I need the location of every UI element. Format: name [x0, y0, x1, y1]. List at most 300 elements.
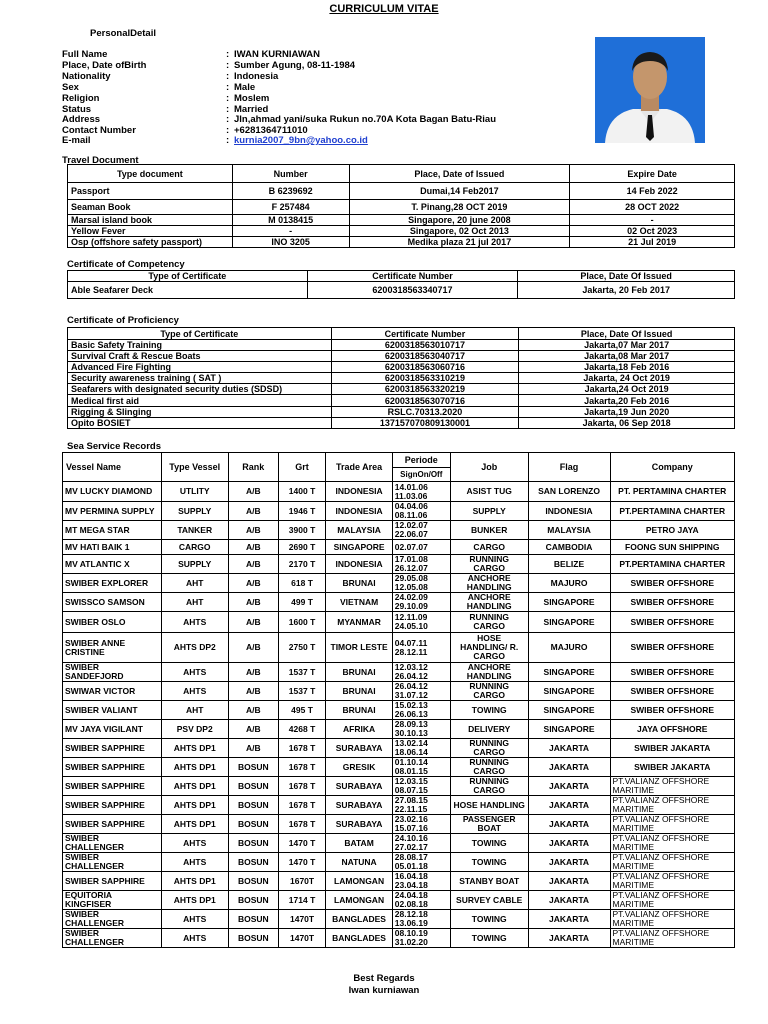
table-cell: BATAM	[326, 834, 392, 853]
table-cell: A/B	[228, 739, 278, 758]
sea-service-table	[62, 452, 735, 948]
table-row	[68, 373, 735, 384]
table-cell: AFRIKA	[326, 720, 392, 739]
table-cell: 1470 T	[278, 853, 326, 872]
table-cell: BOSUN	[228, 853, 278, 872]
table-cell: RUNNING CARGO	[450, 777, 528, 796]
table-cell: 6200318563060716	[331, 362, 519, 373]
table-cell: BOSUN	[228, 796, 278, 815]
table-cell: JAKARTA	[528, 815, 610, 834]
personal-label: Nationality	[62, 71, 111, 82]
table-cell: NATUNA	[326, 853, 392, 872]
table-cell: AHTS DP2	[161, 633, 228, 663]
table-cell: SURABAYA	[326, 796, 392, 815]
table-row	[63, 720, 735, 739]
table-cell: 499 T	[278, 593, 326, 612]
proficiency-table	[67, 327, 735, 429]
table-row	[63, 633, 735, 663]
table-cell: 618 T	[278, 574, 326, 593]
table-cell: Passport	[68, 183, 233, 200]
table-cell: 26.04.12 31.07.12	[392, 682, 450, 701]
table-cell: 28.12.18 13.06.19	[392, 910, 450, 929]
table-cell: BOSUN	[228, 891, 278, 910]
table-row	[63, 853, 735, 872]
table-row	[68, 282, 735, 299]
colon: :	[226, 82, 230, 93]
table-cell: AHTS DP1	[161, 815, 228, 834]
table-cell: TIMOR LESTE	[326, 633, 392, 663]
table-cell: SWIBER JAKARTA	[610, 739, 735, 758]
table-cell: 12.02.07 22.06.07	[392, 521, 450, 540]
table-cell: SWIBER SAPPHIRE	[63, 796, 162, 815]
personal-value: Moslem	[234, 93, 270, 104]
table-cell: 1470T	[278, 929, 326, 948]
column-header-grt: Grt	[278, 453, 326, 482]
table-cell: RUNNING CARGO	[450, 739, 528, 758]
table-cell: LAMONGAN	[326, 891, 392, 910]
table-cell: 28 OCT 2022	[570, 200, 735, 215]
header-row	[68, 165, 735, 183]
table-cell: MV LUCKY DIAMOND	[63, 482, 162, 502]
table-cell: AHTS	[161, 682, 228, 701]
table-cell: 04.07.11 28.12.11	[392, 633, 450, 663]
table-cell: AHTS	[161, 853, 228, 872]
table-cell: JAKARTA	[528, 891, 610, 910]
table-cell: AHTS DP1	[161, 872, 228, 891]
table-cell: INDONESIA	[326, 555, 392, 574]
table-cell: 1600 T	[278, 612, 326, 633]
header-row	[63, 453, 735, 468]
table-cell: A/B	[228, 701, 278, 720]
table-cell: 08.10.19 31.02.20	[392, 929, 450, 948]
table-cell: 21 Jul 2019	[570, 237, 735, 248]
table-cell: 13.02.14 18.06.14	[392, 739, 450, 758]
table-cell: STANBY BOAT	[450, 872, 528, 891]
table-cell: AHTS	[161, 929, 228, 948]
table-cell: PT. PERTAMINA CHARTER	[610, 482, 735, 502]
table-cell: SINGAPORE	[528, 612, 610, 633]
table-cell: Basic Safety Training	[68, 340, 332, 351]
table-row	[68, 183, 735, 200]
table-row	[63, 929, 735, 948]
table-cell: BELIZE	[528, 555, 610, 574]
table-cell: SWIBER ANNE CRISTINE	[63, 633, 162, 663]
table-cell: AHT	[161, 701, 228, 720]
table-cell: SWIBER SAPPHIRE	[63, 739, 162, 758]
personal-value: +6281364711010	[234, 125, 308, 136]
table-cell: INDONESIA	[528, 502, 610, 521]
table-cell: SINGAPORE	[528, 701, 610, 720]
table-cell: JAKARTA	[528, 796, 610, 815]
table-cell: 1678 T	[278, 815, 326, 834]
table-row	[63, 739, 735, 758]
column-header-periode: Periode	[392, 453, 450, 468]
table-cell: JAYA OFFSHORE	[610, 720, 735, 739]
table-cell: A/B	[228, 521, 278, 540]
table-cell: MAJURO	[528, 633, 610, 663]
table-cell: BANGLADES	[326, 929, 392, 948]
table-cell: RUNNING CARGO	[450, 555, 528, 574]
table-cell: JAKARTA	[528, 853, 610, 872]
table-cell: -	[570, 215, 735, 226]
column-header: Certificate Number	[307, 271, 518, 282]
table-cell: DELIVERY	[450, 720, 528, 739]
table-cell: INDONESIA	[326, 482, 392, 502]
table-cell: Singapore, 20 june 2008	[349, 215, 570, 226]
table-row	[63, 815, 735, 834]
table-cell: AHTS	[161, 612, 228, 633]
table-cell: TANKER	[161, 521, 228, 540]
table-cell: A/B	[228, 720, 278, 739]
table-cell: RUNNING CARGO	[450, 758, 528, 777]
table-cell: M 0138415	[232, 215, 349, 226]
table-cell: 27.08.15 22.11.15	[392, 796, 450, 815]
table-cell: SWIBER OFFSHORE	[610, 701, 735, 720]
table-cell: SINGAPORE	[528, 720, 610, 739]
column-header: Place, Date Of Issued	[518, 271, 735, 282]
table-cell: BUNKER	[450, 521, 528, 540]
table-cell: SINGAPORE	[528, 682, 610, 701]
column-header-flag: Flag	[528, 453, 610, 482]
table-row	[63, 663, 735, 682]
table-cell: A/B	[228, 502, 278, 521]
table-row	[63, 502, 735, 521]
table-cell: PETRO JAYA	[610, 521, 735, 540]
table-cell: 17.01.08 26.12.07	[392, 555, 450, 574]
table-cell: AHTS DP1	[161, 758, 228, 777]
table-cell: SWIBER OFFSHORE	[610, 593, 735, 612]
table-cell: BRUNAI	[326, 663, 392, 682]
table-row	[63, 701, 735, 720]
table-cell: SWIBER CHALLENGER	[63, 853, 162, 872]
table-cell: Osp (offshore safety passport)	[68, 237, 233, 248]
profile-photo	[595, 37, 705, 143]
table-cell: 1470T	[278, 910, 326, 929]
table-cell: 02 Oct 2023	[570, 226, 735, 237]
table-cell: INO 3205	[232, 237, 349, 248]
table-cell: 6200318563010717	[331, 340, 519, 351]
table-cell: AHTS DP1	[161, 796, 228, 815]
table-cell: Jakarta,19 Jun 2020	[519, 407, 735, 418]
table-cell: 1946 T	[278, 502, 326, 521]
table-cell: 28.09.13 30.10.13	[392, 720, 450, 739]
table-cell: BOSUN	[228, 777, 278, 796]
table-cell: SURABAYA	[326, 777, 392, 796]
table-cell: 137157070809130001	[331, 418, 519, 429]
table-row	[63, 682, 735, 701]
table-cell: ASIST TUG	[450, 482, 528, 502]
table-cell: GRESIK	[326, 758, 392, 777]
table-row	[68, 362, 735, 373]
table-cell: TOWING	[450, 910, 528, 929]
table-cell: MAJURO	[528, 574, 610, 593]
closing: Best Regards	[353, 973, 415, 984]
table-cell: A/B	[228, 540, 278, 555]
colon: :	[226, 125, 230, 136]
table-cell: T. Pinang,28 OCT 2019	[349, 200, 570, 215]
table-cell: 12.03.15 08.07.15	[392, 777, 450, 796]
table-cell: A/B	[228, 663, 278, 682]
table-cell: MV HATI BAIK 1	[63, 540, 162, 555]
table-cell: Dumai,14 Feb2017	[349, 183, 570, 200]
table-cell: PT.VALIANZ OFFSHORE MARITIME	[610, 853, 735, 872]
column-header-signonoff: SignOn/Off	[392, 468, 450, 482]
table-cell: INDONESIA	[326, 502, 392, 521]
travel-document-table	[67, 164, 735, 248]
sea-heading: Sea Service Records	[67, 441, 162, 452]
table-cell: SWIBER OFFSHORE	[610, 682, 735, 701]
table-cell: Jakarta, 06 Sep 2018	[519, 418, 735, 429]
table-cell: BRUNAI	[326, 682, 392, 701]
table-cell: LAMONGAN	[326, 872, 392, 891]
table-cell: A/B	[228, 612, 278, 633]
table-cell: 24.02.09 29.10.09	[392, 593, 450, 612]
table-cell: SWIBER VALIANT	[63, 701, 162, 720]
table-cell: Jakarta,08 Mar 2017	[519, 351, 735, 362]
table-cell: PT.VALIANZ OFFSHORE MARITIME	[610, 796, 735, 815]
table-row	[63, 891, 735, 910]
table-cell: MT MEGA STAR	[63, 521, 162, 540]
table-cell: SWIBER OSLO	[63, 612, 162, 633]
table-cell: 2690 T	[278, 540, 326, 555]
table-cell: PT.VALIANZ OFFSHORE MARITIME	[610, 777, 735, 796]
table-cell: JAKARTA	[528, 758, 610, 777]
table-cell: MV ATLANTIC X	[63, 555, 162, 574]
table-cell: AHT	[161, 593, 228, 612]
table-cell: Medika plaza 21 jul 2017	[349, 237, 570, 248]
column-header: Certificate Number	[331, 328, 519, 340]
table-cell: AHTS	[161, 663, 228, 682]
table-cell: SURABAYA	[326, 739, 392, 758]
table-row	[63, 555, 735, 574]
table-cell: BRUNAI	[326, 701, 392, 720]
table-cell: 6200318563070716	[331, 395, 519, 407]
personal-label: Address	[62, 114, 101, 125]
table-cell: 12.03.12 26.04.12	[392, 663, 450, 682]
table-cell: VIETNAM	[326, 593, 392, 612]
table-cell: 1537 T	[278, 663, 326, 682]
column-header-rank: Rank	[228, 453, 278, 482]
table-cell: 1470 T	[278, 834, 326, 853]
table-row	[68, 215, 735, 226]
table-cell: Jakarta,18 Feb 2016	[519, 362, 735, 373]
table-cell: EQUITORIA KINGFISER	[63, 891, 162, 910]
table-cell: 6200318563310219	[331, 373, 519, 384]
personal-heading: PersonalDetail	[90, 28, 156, 39]
email-link[interactable]: kurnia2007_9bn@yahoo.co.id	[234, 135, 368, 146]
table-cell: SUPPLY	[161, 555, 228, 574]
personal-label: Full Name	[62, 49, 108, 60]
table-row	[63, 540, 735, 555]
table-row	[68, 351, 735, 362]
table-cell: SWIBER OFFSHORE	[610, 574, 735, 593]
signature: Iwan kurniawan	[348, 985, 420, 996]
table-cell: 1678 T	[278, 739, 326, 758]
competency-table	[67, 270, 735, 299]
table-row	[63, 834, 735, 853]
table-row	[63, 872, 735, 891]
table-cell: JAKARTA	[528, 910, 610, 929]
table-cell: MALAYSIA	[528, 521, 610, 540]
table-cell: Rigging & Slinging	[68, 407, 332, 418]
table-cell: F 257484	[232, 200, 349, 215]
table-cell: SWIBER CHALLENGER	[63, 834, 162, 853]
table-cell: 23.02.16 15.07.16	[392, 815, 450, 834]
personal-value: Indonesia	[234, 71, 279, 82]
table-cell: Survival Craft & Rescue Boats	[68, 351, 332, 362]
colon: :	[226, 114, 230, 125]
table-cell: 16.04.18 23.04.18	[392, 872, 450, 891]
table-cell: 02.07.07	[392, 540, 450, 555]
table-cell: SAN LORENZO	[528, 482, 610, 502]
table-cell: Able Seafarer Deck	[68, 282, 308, 299]
table-cell: JAKARTA	[528, 834, 610, 853]
table-cell: A/B	[228, 593, 278, 612]
table-cell: 4268 T	[278, 720, 326, 739]
personal-value: IWAN KURNIAWAN	[234, 49, 321, 60]
table-cell: -	[232, 226, 349, 237]
table-cell: PT.VALIANZ OFFSHORE MARITIME	[610, 929, 735, 948]
table-cell: A/B	[228, 682, 278, 701]
colon: :	[226, 135, 230, 146]
doc-title: CURRICULUM VITAE	[329, 3, 439, 15]
table-cell: 24.04.18 02.08.18	[392, 891, 450, 910]
table-cell: AHTS DP1	[161, 739, 228, 758]
table-cell: SWIBER SAPPHIRE	[63, 758, 162, 777]
table-cell: PT.VALIANZ OFFSHORE MARITIME	[610, 834, 735, 853]
table-cell: CARGO	[450, 540, 528, 555]
table-cell: JAKARTA	[528, 872, 610, 891]
proficiency-heading: Certificate of Proficiency	[67, 315, 179, 326]
table-cell: Advanced Fire Fighting	[68, 362, 332, 373]
table-cell: BRUNAI	[326, 574, 392, 593]
personal-label: Place, Date ofBirth	[62, 60, 147, 71]
table-cell: BOSUN	[228, 872, 278, 891]
personal-value: Jln,ahmad yani/suka Rukun no.70A Kota Bagan Batu-Riau	[234, 114, 497, 125]
table-row	[63, 593, 735, 612]
personal-label: Status	[62, 104, 92, 115]
table-cell: 14.01.06 11.03.06	[392, 482, 450, 502]
column-header: Type document	[68, 165, 233, 183]
table-cell: 24.10.16 27.02.17	[392, 834, 450, 853]
table-cell: PT.PERTAMINA CHARTER	[610, 555, 735, 574]
table-cell: PT.VALIANZ OFFSHORE MARITIME	[610, 815, 735, 834]
table-cell: BOSUN	[228, 815, 278, 834]
table-cell: Jakarta, 20 Feb 2017	[518, 282, 735, 299]
table-cell: JAKARTA	[528, 929, 610, 948]
table-cell: Jakarta,07 Mar 2017	[519, 340, 735, 351]
table-cell: 1400 T	[278, 482, 326, 502]
table-cell: BANGLADES	[326, 910, 392, 929]
table-row	[63, 612, 735, 633]
table-cell: AHTS DP1	[161, 891, 228, 910]
table-cell: 1714 T	[278, 891, 326, 910]
table-cell: AHT	[161, 574, 228, 593]
table-cell: SURVEY CABLE	[450, 891, 528, 910]
table-cell: 1678 T	[278, 796, 326, 815]
table-cell: AHTS	[161, 910, 228, 929]
personal-label: Contact Number	[62, 125, 136, 136]
table-cell: SWIBER EXPLORER	[63, 574, 162, 593]
personal-value: Male	[234, 82, 256, 93]
table-cell: SWIBER OFFSHORE	[610, 612, 735, 633]
table-cell: ANCHORE HANDLING	[450, 574, 528, 593]
column-header-type: Type Vessel	[161, 453, 228, 482]
table-cell: RUNNING CARGO	[450, 682, 528, 701]
table-cell: BOSUN	[228, 834, 278, 853]
table-row	[68, 340, 735, 351]
table-cell: SWIBER OFFSHORE	[610, 663, 735, 682]
table-cell: 1678 T	[278, 777, 326, 796]
column-header-trade: Trade Area	[326, 453, 392, 482]
table-cell: SINGAPORE	[528, 663, 610, 682]
table-cell: 6200318563040717	[331, 351, 519, 362]
table-cell: 1670T	[278, 872, 326, 891]
table-cell: HOSE HANDLING	[450, 796, 528, 815]
table-row	[68, 226, 735, 237]
colon: :	[226, 71, 230, 82]
table-cell: SINGAPORE	[326, 540, 392, 555]
table-row	[68, 384, 735, 395]
colon: :	[226, 60, 230, 71]
table-row	[63, 521, 735, 540]
table-cell: 495 T	[278, 701, 326, 720]
table-row	[63, 777, 735, 796]
column-header-vessel: Vessel Name	[63, 453, 162, 482]
table-cell: B 6239692	[232, 183, 349, 200]
column-header: Number	[232, 165, 349, 183]
table-cell: AHTS DP1	[161, 777, 228, 796]
colon: :	[226, 104, 230, 115]
table-row	[63, 482, 735, 502]
table-cell: CAMBODIA	[528, 540, 610, 555]
table-cell: Security awareness training ( SAT )	[68, 373, 332, 384]
table-cell: 14 Feb 2022	[570, 183, 735, 200]
table-cell: 2750 T	[278, 633, 326, 663]
table-cell: SURABAYA	[326, 815, 392, 834]
table-cell: SWIBER SANDEFJORD	[63, 663, 162, 682]
table-cell: Jakarta,24 Oct 2019	[519, 384, 735, 395]
header-row	[68, 328, 735, 340]
table-cell: Marsal island book	[68, 215, 233, 226]
table-cell: RSLC.70313.2020	[331, 407, 519, 418]
table-cell: Medical first aid	[68, 395, 332, 407]
table-cell: BOSUN	[228, 758, 278, 777]
table-cell: ANCHORE HANDLING	[450, 663, 528, 682]
table-cell: TOWING	[450, 929, 528, 948]
column-header-job: Job	[450, 453, 528, 482]
table-cell: BOSUN	[228, 910, 278, 929]
table-cell: Jakarta, 24 Oct 2019	[519, 373, 735, 384]
table-cell: 6200318563320219	[331, 384, 519, 395]
colon: :	[226, 49, 230, 60]
table-cell: A/B	[228, 482, 278, 502]
table-cell: TOWING	[450, 834, 528, 853]
table-cell: FOONG SUN SHIPPING	[610, 540, 735, 555]
column-header: Place, Date of Issued	[349, 165, 570, 183]
table-cell: 15.02.13 26.06.13	[392, 701, 450, 720]
table-cell: 1537 T	[278, 682, 326, 701]
personal-value: Sumber Agung, 08-11-1984	[234, 60, 356, 71]
table-cell: A/B	[228, 574, 278, 593]
column-header: Place, Date Of Issued	[519, 328, 735, 340]
travel-heading: Travel Document	[62, 155, 139, 166]
table-cell: Seafarers with designated security duties (SDSD)	[68, 384, 332, 395]
colon: :	[226, 93, 230, 104]
table-cell: 28.08.17 05.01.18	[392, 853, 450, 872]
table-row	[63, 910, 735, 929]
table-cell: 1678 T	[278, 758, 326, 777]
